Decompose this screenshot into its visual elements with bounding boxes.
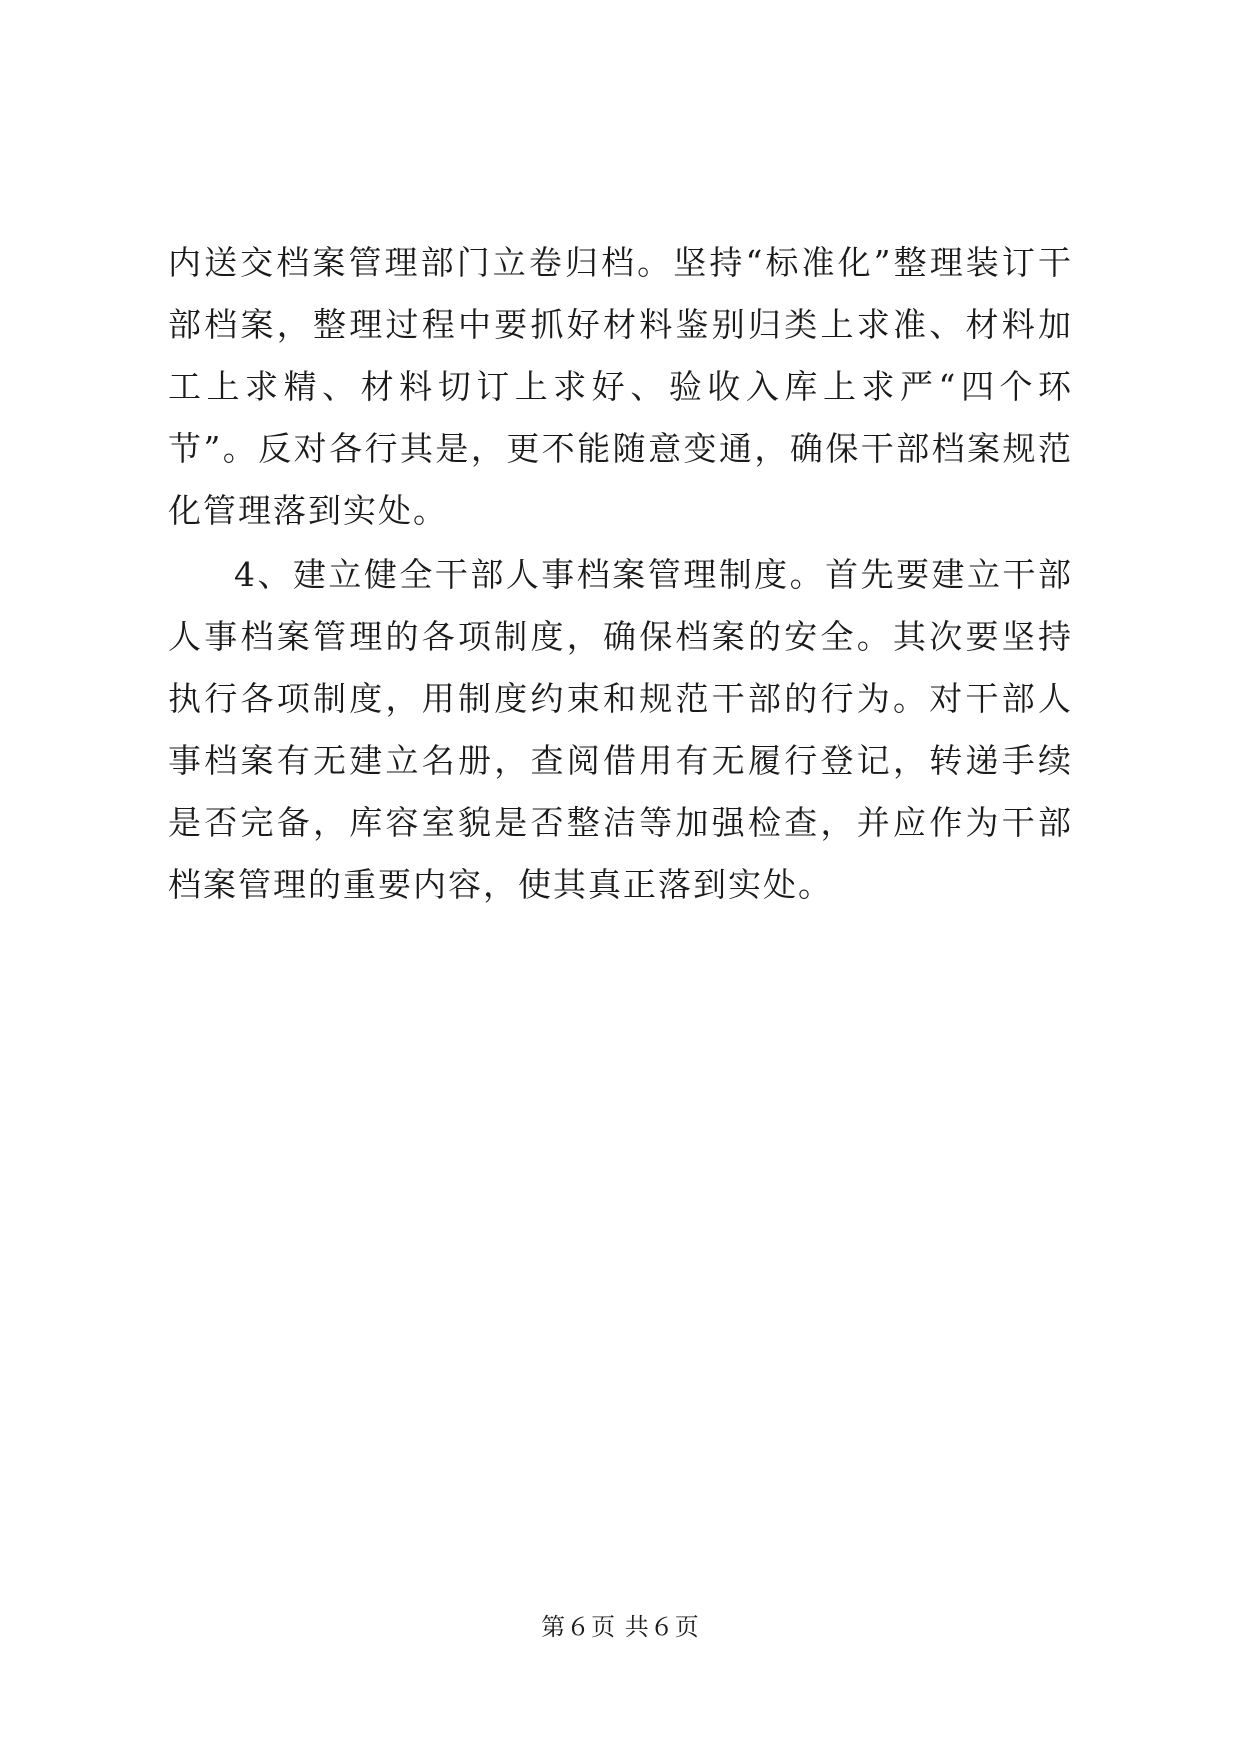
paragraph-section-4: 4、建立健全干部人事档案管理制度。首先要建立干部人事档案管理的各项制度，确保档案的安全。其次要坚持执行各项制度，用制度约束和规范干部的行为。对干部人事档案有无建立名册，查阅借用有无履行登记，转递手续是否完备，库容室貌是否整洁等加强检查，并应作为干部档案管理的重要内容，使其真正落到实处。 (168, 555, 1073, 904)
page-number-footer: 第６页 共６页 (541, 1613, 700, 1641)
paragraph-continuation: 内送交档案管理部门立卷归档。坚持“标准化”整理装订干部档案，整理过程中要抓好材料鉴别归类上求准、材料加工上求精、材料切订上求好、验收入库上求严“四个环节”。反对各行其是，更不能随意变通，确保干部档案规范化管理落到实处。 (168, 243, 1073, 530)
document-body (168, 232, 1073, 918)
